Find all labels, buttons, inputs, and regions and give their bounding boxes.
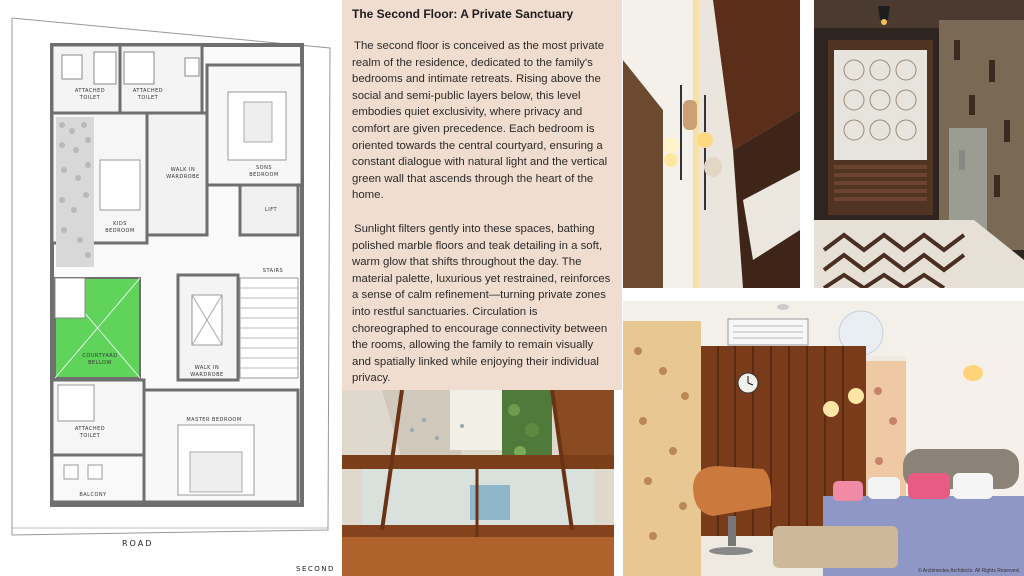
label-balcony: BALCONY	[79, 492, 107, 498]
label-walk-in-wardrobe-1: WALK IN WARDROBE	[166, 167, 200, 180]
photo-wall-lamp	[623, 0, 800, 288]
label-kids-bedroom: KIDS BEDROOM	[105, 221, 135, 234]
label-attached-toilet-2: ATTACHED TOILET	[132, 88, 164, 101]
label-lift: LIFT	[264, 207, 278, 213]
article-paragraph-1: The second floor is conceived as the most private realm of the residence, dedicated to the family's bedrooms and intimate retreats. Rising above the social and semi-public layers below, this level embodies quiet exclusivity, where privacy and comfort are given precedence. Each bedroom is oriented towards the central courtyard, ensuring a constant dialogue with natural light and the vertical green wall that ascends through the heart of the home.	[352, 40, 608, 202]
article-heading: The Second Floor: A Private Sanctuary	[352, 7, 574, 21]
label-master-bedroom: MASTER BEDROOM	[186, 417, 242, 423]
article-panel	[342, 0, 622, 390]
label-attached-toilet-3: ATTACHED TOILET	[74, 426, 106, 439]
label-courtyard: COURTYARD BELLOW	[82, 353, 118, 366]
label-attached-toilet-1: ATTACHED TOILET	[74, 88, 106, 101]
photo-window-stair	[814, 0, 1024, 288]
article-paragraph-2: Sunlight filters gently into these spaces, bathing polished marble floors and teak detailing in a soft, warm glow that shifts throughout the day. The material palette, luxurious yet restrained, reinforces a sense of calm refinement—turning private zones into restful sanctuaries. Circulation is choreographed to encourage connectivity between the rooms, allowing the family to remain visually and spatially linked while enjoying their individual privacy.	[352, 223, 611, 385]
floor-plan	[0, 0, 342, 576]
label-stairs: STAIRS	[262, 268, 284, 274]
photo-master-bedroom	[623, 301, 1024, 576]
plan-title: SECOND	[296, 565, 335, 573]
floor-plan-drawing	[0, 0, 342, 576]
road-label: ROAD	[122, 539, 154, 548]
copyright-notice: © Archimedes Architects. All Rights Reserved.	[917, 568, 1020, 574]
label-sons-bedroom: SONS BEDROOM	[249, 165, 279, 178]
photo-courtyard-stair	[342, 390, 614, 576]
label-walk-in-wardrobe-2: WALK IN WARDROBE	[190, 365, 224, 378]
